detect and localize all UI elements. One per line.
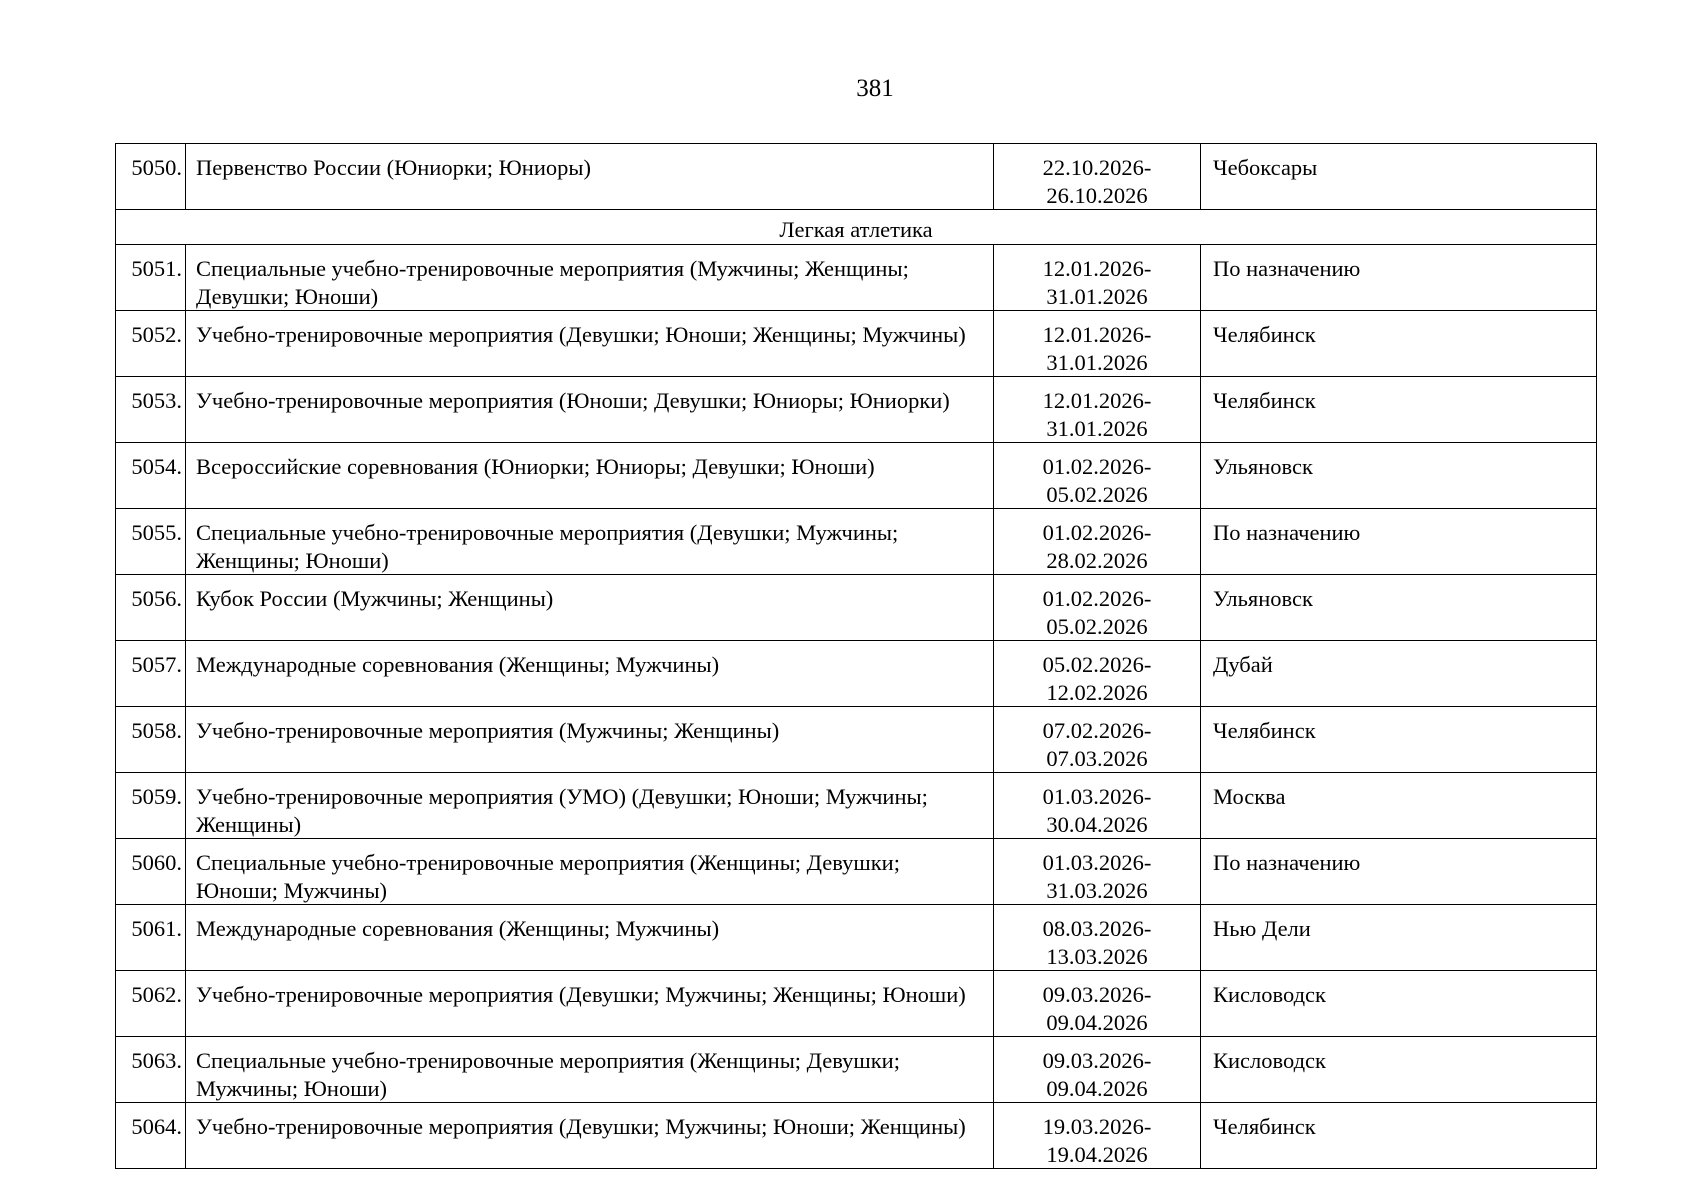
row-number: 5058. <box>116 707 186 773</box>
event-dates <box>994 509 1201 575</box>
table-row <box>116 509 1597 575</box>
event-place: Кисловодск <box>1201 971 1597 1037</box>
date-start: 01.02.2026- <box>1042 520 1152 545</box>
event-dates <box>994 1037 1201 1103</box>
event-title: Учебно-тренировочные мероприятия (УМО) (Девушки; Юноши; Мужчины; Женщины) <box>186 773 994 839</box>
row-number: 5050. <box>116 144 186 210</box>
event-dates <box>994 1103 1201 1169</box>
row-number: 5061. <box>116 905 186 971</box>
date-start: 12.01.2026- <box>1042 256 1152 281</box>
table-row <box>116 245 1597 311</box>
row-number: 5062. <box>116 971 186 1037</box>
date-end: 31.01.2026 <box>1046 283 1148 309</box>
date-start: 09.03.2026- <box>1042 982 1152 1007</box>
event-dates <box>994 971 1201 1037</box>
date-start: 01.03.2026- <box>1042 850 1152 875</box>
date-end: 09.04.2026 <box>1046 1075 1148 1101</box>
event-title: Учебно-тренировочные мероприятия (Юноши; Девушки; Юниоры; Юниорки) <box>186 377 994 443</box>
event-dates <box>994 707 1201 773</box>
event-title: Специальные учебно-тренировочные мероприятия (Девушки; Мужчины; Женщины; Юноши) <box>186 509 994 575</box>
date-end: 28.02.2026 <box>1046 547 1148 573</box>
date-end: 05.02.2026 <box>1046 481 1148 507</box>
event-place: Кисловодск <box>1201 1037 1597 1103</box>
date-end: 31.03.2026 <box>1046 877 1148 903</box>
event-place: Ульяновск <box>1201 443 1597 509</box>
table-row <box>116 377 1597 443</box>
event-dates <box>994 641 1201 707</box>
event-title: Кубок России (Мужчины; Женщины) <box>186 575 994 641</box>
event-title: Всероссийские соревнования (Юниорки; Юниоры; Девушки; Юноши) <box>186 443 994 509</box>
row-number: 5064. <box>116 1103 186 1169</box>
table-row <box>116 641 1597 707</box>
date-end: 26.10.2026 <box>1046 182 1148 208</box>
event-dates <box>994 443 1201 509</box>
date-end: 12.02.2026 <box>1046 679 1148 705</box>
event-title: Международные соревнования (Женщины; Мужчины) <box>186 641 994 707</box>
event-title: Учебно-тренировочные мероприятия (Девушки; Мужчины; Женщины; Юноши) <box>186 971 994 1037</box>
date-end: 05.02.2026 <box>1046 613 1148 639</box>
date-end: 31.01.2026 <box>1046 415 1148 441</box>
date-end: 07.03.2026 <box>1046 745 1148 771</box>
table-row <box>116 144 1597 210</box>
event-title: Специальные учебно-тренировочные мероприятия (Мужчины; Женщины; Девушки; Юноши) <box>186 245 994 311</box>
event-place: Челябинск <box>1201 707 1597 773</box>
table-row <box>116 1037 1597 1103</box>
table-row <box>116 443 1597 509</box>
event-dates <box>994 144 1201 210</box>
event-dates <box>994 575 1201 641</box>
date-start: 07.02.2026- <box>1042 718 1152 743</box>
date-end: 09.04.2026 <box>1046 1009 1148 1035</box>
event-dates <box>994 773 1201 839</box>
date-end: 13.03.2026 <box>1046 943 1148 969</box>
event-place: По назначению <box>1201 245 1597 311</box>
date-end: 31.01.2026 <box>1046 349 1148 375</box>
event-title: Учебно-тренировочные мероприятия (Девушки; Юноши; Женщины; Мужчины) <box>186 311 994 377</box>
event-place: По назначению <box>1201 839 1597 905</box>
event-place: Челябинск <box>1201 377 1597 443</box>
row-number: 5052. <box>116 311 186 377</box>
row-number: 5056. <box>116 575 186 641</box>
table-row <box>116 971 1597 1037</box>
date-start: 01.02.2026- <box>1042 586 1152 611</box>
event-title: Учебно-тренировочные мероприятия (Девушки; Мужчины; Юноши; Женщины) <box>186 1103 994 1169</box>
event-dates <box>994 377 1201 443</box>
row-number: 5059. <box>116 773 186 839</box>
event-title: Учебно-тренировочные мероприятия (Мужчины; Женщины) <box>186 707 994 773</box>
row-number: 5053. <box>116 377 186 443</box>
date-start: 08.03.2026- <box>1042 916 1152 941</box>
table-row <box>116 707 1597 773</box>
event-dates <box>994 839 1201 905</box>
event-dates <box>994 905 1201 971</box>
table-row <box>116 773 1597 839</box>
date-start: 01.03.2026- <box>1042 784 1152 809</box>
date-start: 22.10.2026- <box>1042 155 1152 180</box>
event-title: Специальные учебно-тренировочные мероприятия (Женщины; Девушки; Мужчины; Юноши) <box>186 1037 994 1103</box>
table-row <box>116 311 1597 377</box>
event-place: Дубай <box>1201 641 1597 707</box>
date-start: 05.02.2026- <box>1042 652 1152 677</box>
event-title: Специальные учебно-тренировочные мероприятия (Женщины; Девушки; Юноши; Мужчины) <box>186 839 994 905</box>
table-row <box>116 1103 1597 1169</box>
table-row <box>116 575 1597 641</box>
date-start: 19.03.2026- <box>1042 1114 1152 1139</box>
row-number: 5063. <box>116 1037 186 1103</box>
row-number: 5051. <box>116 245 186 311</box>
event-place: Челябинск <box>1201 1103 1597 1169</box>
row-number: 5055. <box>116 509 186 575</box>
event-place: Нью Дели <box>1201 905 1597 971</box>
row-number: 5057. <box>116 641 186 707</box>
table-row <box>116 905 1597 971</box>
date-start: 09.03.2026- <box>1042 1048 1152 1073</box>
event-dates <box>994 311 1201 377</box>
date-end: 30.04.2026 <box>1046 811 1148 837</box>
event-place: Чебоксары <box>1201 144 1597 210</box>
page-number: 381 <box>856 75 894 102</box>
date-end: 19.04.2026 <box>1046 1141 1148 1167</box>
event-dates <box>994 245 1201 311</box>
date-start: 12.01.2026- <box>1042 388 1152 413</box>
row-number: 5054. <box>116 443 186 509</box>
date-start: 12.01.2026- <box>1042 322 1152 347</box>
event-title: Первенство России (Юниорки; Юниоры) <box>186 144 994 210</box>
row-number: 5060. <box>116 839 186 905</box>
events-table-body <box>116 144 1597 1169</box>
events-table <box>115 143 1597 1169</box>
event-title: Международные соревнования (Женщины; Мужчины) <box>186 905 994 971</box>
event-place: Москва <box>1201 773 1597 839</box>
event-place: По назначению <box>1201 509 1597 575</box>
event-place: Ульяновск <box>1201 575 1597 641</box>
table-row <box>116 839 1597 905</box>
event-place: Челябинск <box>1201 311 1597 377</box>
section-title: Легкая атлетика <box>116 210 1597 245</box>
date-start: 01.02.2026- <box>1042 454 1152 479</box>
section-row <box>116 210 1597 245</box>
